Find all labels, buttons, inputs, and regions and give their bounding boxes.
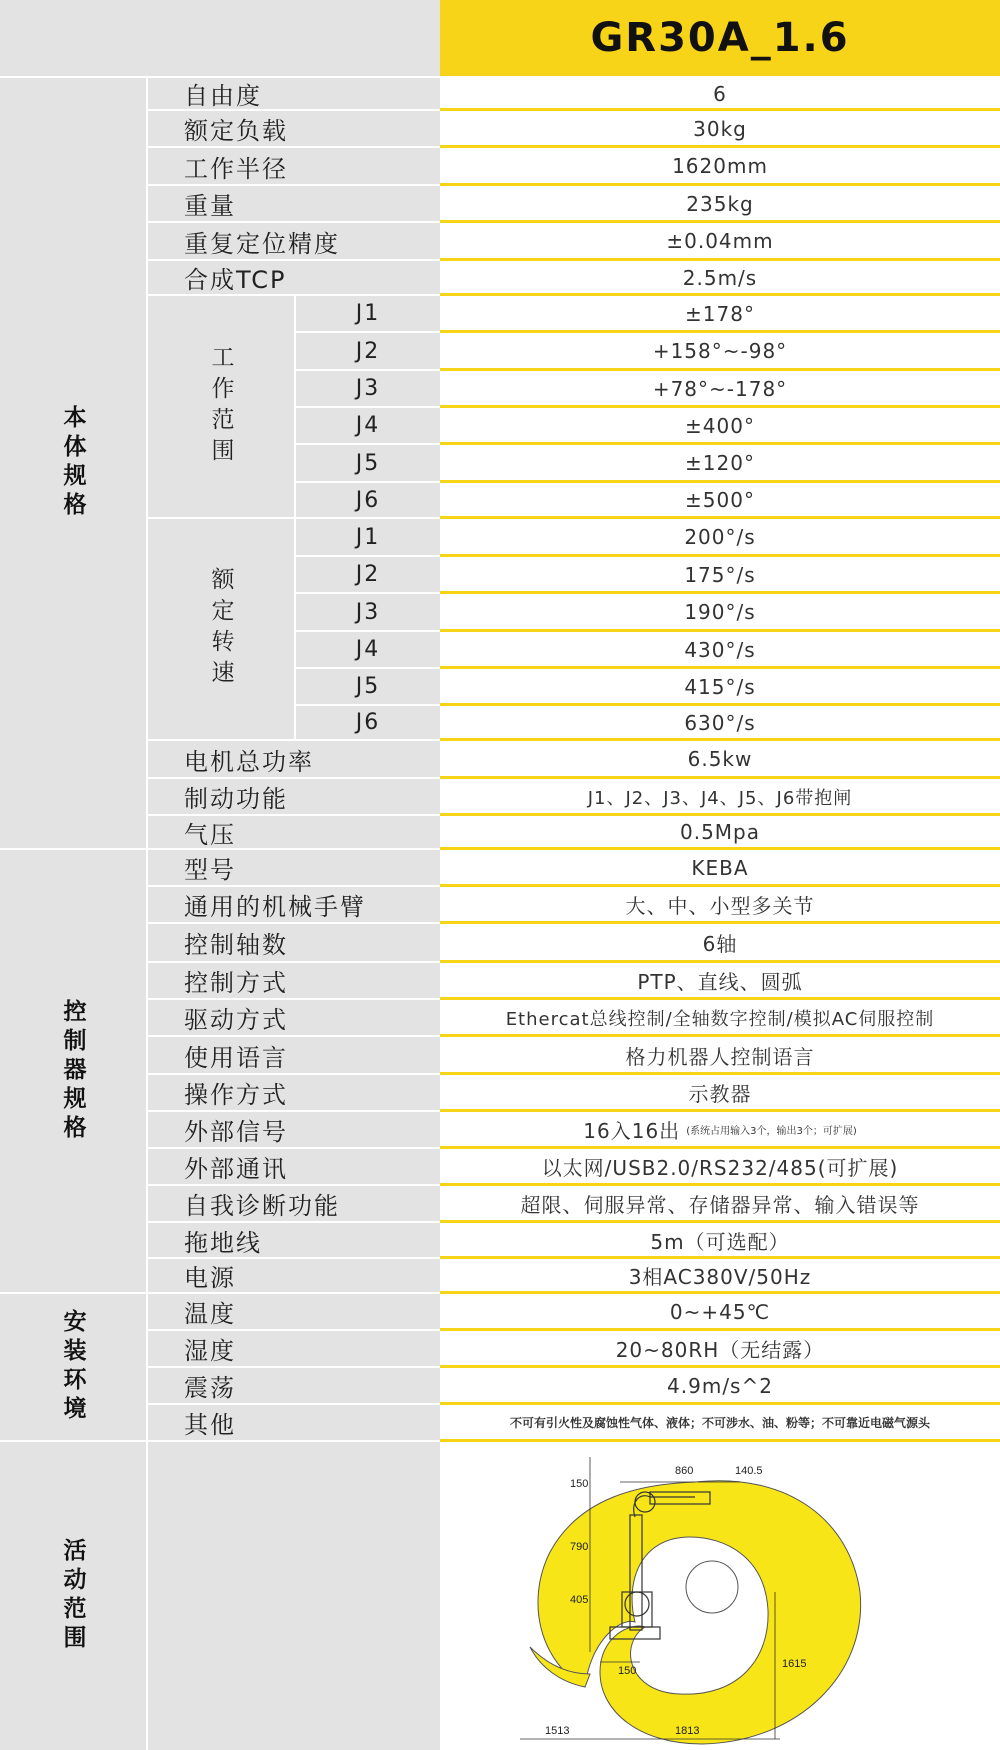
- row-value-repeat: ±0.04mm: [440, 223, 1000, 259]
- row-label-ground: 拖地线: [148, 1223, 440, 1257]
- row-value-radius: 1620mm: [440, 148, 1000, 184]
- row-label-diag: 自我诊断功能: [148, 1186, 440, 1221]
- row-value-power: 6.5kw: [440, 741, 1000, 777]
- row-label-air: 气压: [148, 816, 440, 848]
- row-value-weight: 235kg: [440, 186, 1000, 221]
- row-value-air: 0.5Mpa: [440, 816, 1000, 848]
- work-range-value: ±120°: [440, 445, 1000, 481]
- rated-speed-joint: J2: [296, 557, 440, 592]
- row-label-temp: 温度: [148, 1294, 440, 1329]
- row-value-payload: 30kg: [440, 111, 1000, 146]
- rated-speed-joint: J5: [296, 669, 440, 704]
- work-envelope: [538, 1481, 861, 1744]
- ext-sig-note: (系统占用输入3个，输出3个；可扩展): [686, 1126, 857, 1137]
- row-label-model: 型号: [148, 850, 440, 885]
- row-value-dof: 6: [440, 78, 1000, 109]
- work-range-value: +78°~-178°: [440, 371, 1000, 406]
- rated-speed-joint: J3: [296, 594, 440, 630]
- dim-405: 405: [570, 1594, 589, 1606]
- row-label-op: 操作方式: [148, 1075, 440, 1110]
- section-motion-range: [0, 1442, 146, 1750]
- model-title: GR30A_1.6: [440, 0, 1000, 76]
- motion-range-diagram: [440, 1442, 1000, 1750]
- section-install-label: 安装环境: [59, 1309, 86, 1425]
- rated-speed-value: 630°/s: [440, 706, 1000, 739]
- section-install-env: [0, 1294, 146, 1440]
- row-label-ctrl-mode: 控制方式: [148, 963, 440, 998]
- rated-speed-joint: J1: [296, 519, 440, 555]
- header-blank: [0, 0, 440, 76]
- row-value-supply: 3相AC380V/50Hz: [440, 1259, 1000, 1292]
- row-value-ground: 5m（可选配）: [440, 1223, 1000, 1257]
- work-range-joint: J6: [296, 483, 440, 517]
- group-work-range: [148, 296, 294, 517]
- row-value-diag: 超限、伺服异常、存储器异常、输入错误等: [440, 1186, 1000, 1221]
- work-range-joint: J2: [296, 333, 440, 369]
- row-value-other: 不可有引火性及腐蚀性气体、液体；不可涉水、油、粉等；不可靠近电磁气源头: [440, 1405, 1000, 1440]
- work-range-value: ±500°: [440, 483, 1000, 517]
- rated-speed-joint: J4: [296, 632, 440, 667]
- group-rated-speed: [148, 519, 294, 739]
- group-rated-speed-label: 额定转速: [207, 567, 234, 691]
- row-label-ext-sig: 外部信号: [148, 1112, 440, 1147]
- row-label-weight: 重量: [148, 186, 440, 221]
- work-range-joint: J4: [296, 408, 440, 443]
- row-value-axes: 6轴: [440, 924, 1000, 961]
- section-controller-spec: [0, 850, 146, 1292]
- dim-1615: 1615: [782, 1658, 807, 1670]
- section-range-label: 活动范围: [59, 1538, 86, 1654]
- row-value-op: 示教器: [440, 1075, 1000, 1110]
- section-body-spec: [0, 78, 146, 848]
- rated-speed-value: 415°/s: [440, 669, 1000, 704]
- range-label-blank: [148, 1442, 440, 1750]
- dim-140-5: 140.5: [735, 1465, 763, 1477]
- row-value-tcp: 2.5m/s: [440, 261, 1000, 294]
- dim-150-top: 150: [570, 1478, 589, 1490]
- dim-860: 860: [675, 1465, 694, 1477]
- row-value-brake: J1、J2、J3、J4、J5、J6带抱闸: [440, 779, 1000, 814]
- work-range-joint: J5: [296, 445, 440, 481]
- row-label-vib: 震荡: [148, 1368, 440, 1403]
- section-controller-label: 控制器规格: [59, 998, 86, 1144]
- rated-speed-value: 200°/s: [440, 519, 1000, 555]
- row-label-tcp: 合成TCP: [148, 261, 440, 294]
- row-value-ext-sig: [440, 1112, 1000, 1147]
- row-label-axes: 控制轴数: [148, 924, 440, 961]
- row-label-humid: 湿度: [148, 1331, 440, 1366]
- row-label-brake: 制动功能: [148, 779, 440, 814]
- row-label-drive: 驱动方式: [148, 1000, 440, 1035]
- base-clearance-circle: [686, 1561, 738, 1613]
- row-label-power: 电机总功率: [148, 741, 440, 777]
- section-body-label: 本体规格: [59, 405, 86, 521]
- row-label-other: 其他: [148, 1405, 440, 1440]
- work-range-joint: J1: [296, 296, 440, 331]
- work-range-joint: J3: [296, 371, 440, 406]
- rated-speed-joint: J6: [296, 706, 440, 739]
- ext-sig-main: 16入16出: [583, 1119, 681, 1143]
- work-range-value: ±178°: [440, 296, 1000, 331]
- row-label-payload: 额定负载: [148, 111, 440, 146]
- rated-speed-value: 175°/s: [440, 557, 1000, 592]
- row-value-model: KEBA: [440, 850, 1000, 885]
- dim-1513: 1513: [545, 1725, 570, 1737]
- row-value-vib: 4.9m/s^2: [440, 1368, 1000, 1403]
- row-value-arm: 大、中、小型多关节: [440, 887, 1000, 922]
- row-label-supply: 电源: [148, 1259, 440, 1292]
- row-value-temp: 0~+45℃: [440, 1294, 1000, 1329]
- row-label-ext-com: 外部通讯: [148, 1149, 440, 1184]
- row-value-humid: 20~80RH（无结露）: [440, 1331, 1000, 1366]
- row-label-arm: 通用的机械手臂: [148, 887, 440, 922]
- work-range-value: +158°~-98°: [440, 333, 1000, 369]
- row-value-lang: 格力机器人控制语言: [440, 1037, 1000, 1073]
- dim-790: 790: [570, 1541, 589, 1553]
- dim-150-bottom: 150: [618, 1665, 637, 1677]
- row-value-ext-com: 以太网/USB2.0/RS232/485(可扩展): [440, 1149, 1000, 1184]
- dim-1813: 1813: [675, 1725, 700, 1737]
- row-label-lang: 使用语言: [148, 1037, 440, 1073]
- row-label-dof: 自由度: [148, 78, 440, 109]
- work-range-value: ±400°: [440, 408, 1000, 443]
- rated-speed-value: 430°/s: [440, 632, 1000, 667]
- group-work-range-label: 工作范围: [207, 344, 234, 469]
- row-label-radius: 工作半径: [148, 148, 440, 184]
- rated-speed-value: 190°/s: [440, 594, 1000, 630]
- row-label-repeat: 重复定位精度: [148, 223, 440, 259]
- row-value-ctrl-mode: PTP、直线、圆弧: [440, 963, 1000, 998]
- row-value-drive: Ethercat总线控制/全轴数字控制/模拟AC伺服控制: [440, 1000, 1000, 1035]
